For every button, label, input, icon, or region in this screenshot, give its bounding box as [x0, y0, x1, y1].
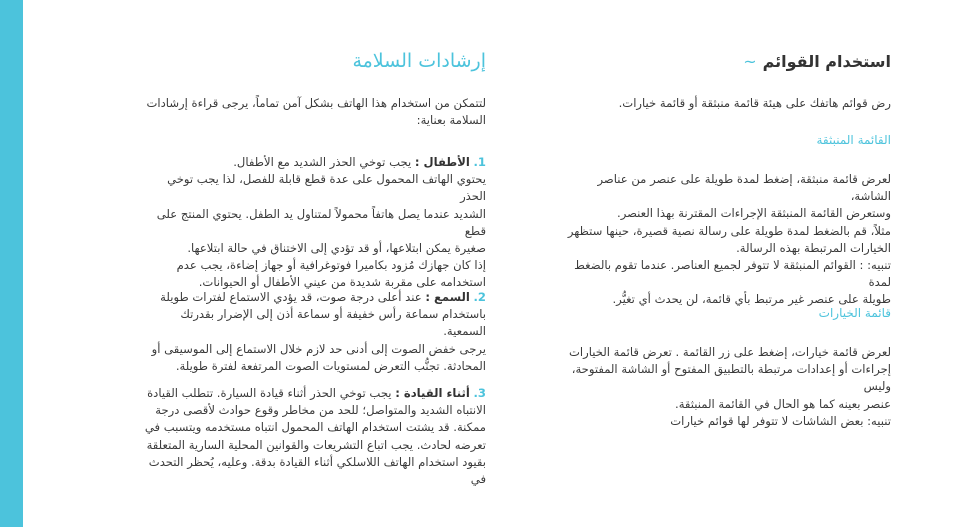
- section-title-safety: إرشادات السلامة: [352, 50, 486, 72]
- popup-menu-body: [561, 171, 891, 309]
- safety-line: استخدامه على مقربة شديدة من عيني الأطفال أو الحيوانات.: [198, 275, 486, 290]
- accent-sidebar-bar: [0, 0, 23, 527]
- popup-line: تنبيه: : القوائم المنبثقة لا تتوفر لجميع العناصر. عندما تقوم بالضغط لمدة: [574, 258, 891, 290]
- options-menu-body: [561, 344, 891, 430]
- safety-item-hearing: [141, 289, 486, 375]
- title-tilde-mark: ~: [743, 52, 757, 71]
- item-first-text: يجب توخي الحذر الشديد مع الأطفال.: [233, 155, 412, 169]
- safety-line: الانتباه الشديد والمتواصل؛ للحد من مخاطر وقوع حوادث لأقصى درجة: [155, 403, 486, 418]
- section-title-menus: [743, 52, 891, 71]
- menus-intro: [561, 95, 891, 112]
- options-line: عنصر بعينه كما هو الحال في القائمة المنبثقة.: [675, 396, 891, 411]
- safety-line: الشديد عندما يصل هاتفاً محمولاً لمتناول يد الطفل. يحتوي المنتج على قطع: [156, 206, 486, 238]
- popup-line: مثلاً، قم بالضغط لمدة طويلة على رسالة نصية قصيرة، حينها ستظهر: [567, 223, 891, 238]
- popup-line: الخيارات المرتبطة بهذه الرسالة.: [736, 240, 891, 255]
- menus-intro-text: رض قوائم هاتفك على هيئة قائمة منبثقة أو قائمة خيارات.: [618, 96, 891, 110]
- item-first-text: يجب توخي الحذر أثناء قيادة السيارة. تتطلب القيادة: [147, 386, 392, 400]
- item-label: أثناء القيادة :: [395, 386, 470, 400]
- item-label: السمع :: [425, 290, 470, 304]
- popup-menu-heading: القائمة المنبثقة: [816, 133, 891, 147]
- item-first-text: عند أعلى درجة صوت، قد يؤدي الاستماع لفترات طويلة: [160, 290, 422, 304]
- safety-line: يرجى خفض الصوت إلى أدنى حد لازم خلال الاستماع إلى الموسيقى أو: [151, 341, 486, 356]
- safety-intro-line: السلامة بعناية:: [416, 113, 486, 128]
- safety-item-first-line: [141, 289, 486, 306]
- popup-line: لعرض قائمة منبثقة، إضغط لمدة طويلة على عنصر من عناصر الشاشة،: [597, 172, 891, 204]
- menus-title-text: استخدام القوائم: [762, 52, 891, 71]
- safety-line: صغيرة يمكن ابتلاعها، أو قد تؤدي إلى الاختناق في حالة ابتلاعها.: [187, 241, 486, 256]
- safety-line: ممكنة. قد يشتت استخدام الهاتف المحمول انتباه مستخدمه ويتسبب في: [144, 420, 486, 435]
- popup-line: وستعرض القائمة المنبثقة الإجراءات المقترنة بهذا العنصر.: [617, 206, 891, 221]
- safety-intro: [141, 95, 486, 129]
- options-line: لعرض قائمة خيارات، إضغط على زر القائمة . تعرض قائمة الخيارات: [568, 345, 891, 359]
- item-number: 1.: [473, 155, 486, 169]
- options-menu-heading: قائمة الخيارات: [818, 306, 891, 320]
- safety-item-first-line: [141, 154, 486, 171]
- safety-intro-line: لتتمكن من استخدام هذا الهاتف بشكل آمن تماماً، يرجى قراءة إرشادات: [146, 96, 486, 110]
- safety-line: إذا كان جهازك مُزود بكاميرا فوتوغرافية أو جهاز إضاءة، يجب عدم: [176, 258, 486, 273]
- safety-item-driving: [141, 385, 486, 488]
- safety-item-first-line: [141, 385, 486, 402]
- item-number: 3.: [473, 386, 486, 400]
- safety-item-children: [141, 154, 486, 292]
- safety-line: يحتوي الهاتف المحمول على عدة قطع قابلة للفصل، لذا يجب توخي الحذر: [167, 172, 486, 204]
- safety-line: المحادثة. تجنُّب التعرض لمستويات الصوت المرتفعة لفترة طويلة.: [175, 358, 486, 373]
- popup-line: طويلة على عنصر غير مرتبط بأي قائمة، لن يحدث أي تغيُّر.: [612, 292, 891, 307]
- safety-line: تعرضه لحادث. يجب اتباع التشريعات والقوانين المحلية السارية المتعلقة: [146, 437, 486, 452]
- safety-line: باستخدام سماعة رأس خفيفة أو سماعة أذن إلى الإضرار بقدرتك السمعية.: [180, 307, 486, 339]
- options-line: إجراءات أو إعدادات مرتبطة بالتطبيق المفتوح أو الشاشة المفتوحة، وليس: [571, 362, 891, 394]
- item-number: 2.: [473, 290, 486, 304]
- safety-line: بقيود استخدام الهاتف اللاسلكي أثناء القيادة بدقة. وعليه، يُحظر التحدث في: [148, 454, 486, 487]
- options-line: تنبيه: بعض الشاشات لا تتوفر لها قوائم خيارات: [670, 413, 891, 428]
- item-label: الأطفال :: [414, 155, 470, 169]
